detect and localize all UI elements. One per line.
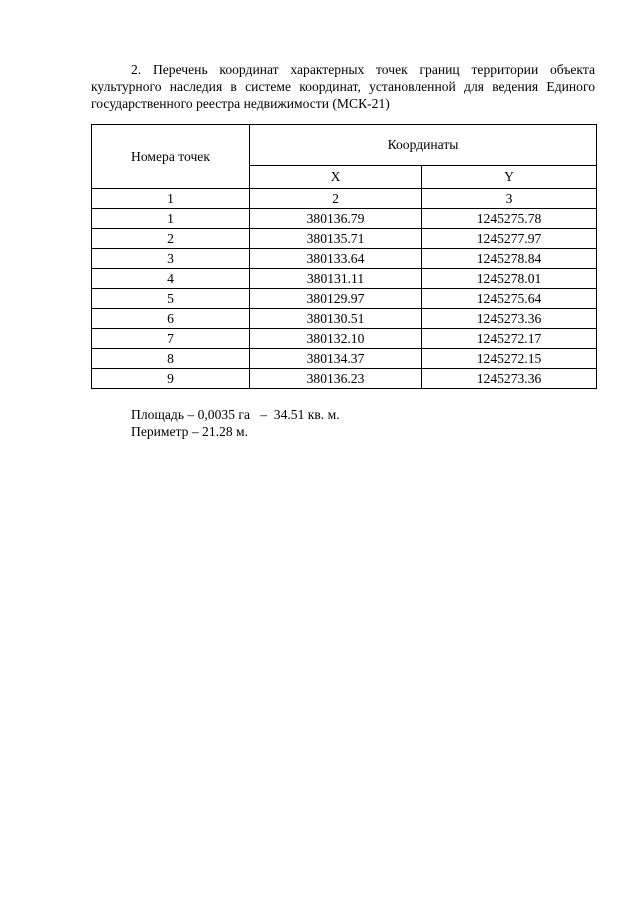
x-coordinate-cell: 380134.37 <box>250 349 422 369</box>
table-row <box>92 349 597 369</box>
column-number-cell: 3 <box>422 189 597 209</box>
y-coordinate-cell: 1245278.84 <box>422 249 597 269</box>
table-row <box>92 229 597 249</box>
y-coordinate-cell: 1245272.17 <box>422 329 597 349</box>
point-number-cell: 2 <box>92 229 250 249</box>
point-number-cell: 3 <box>92 249 250 269</box>
section-heading: 2. Перечень координат характерных точек границ территории объекта культурного наследия в системе координат, установленной для ведения Единого государственного реестра недвижимости (МСК-21) <box>91 62 595 111</box>
table-row <box>92 269 597 289</box>
y-coordinate-cell: 1245273.36 <box>422 309 597 329</box>
point-number-cell: 5 <box>92 289 250 309</box>
y-coordinate-cell: 1245272.15 <box>422 349 597 369</box>
x-coordinate-cell: 380129.97 <box>250 289 422 309</box>
y-coordinate-cell: 1245278.01 <box>422 269 597 289</box>
y-coordinate-cell: 1245273.36 <box>422 369 597 389</box>
point-number-cell: 8 <box>92 349 250 369</box>
y-coordinate-cell: 1245277.97 <box>422 229 597 249</box>
coordinates-table <box>91 124 597 389</box>
perimeter-text: Периметр – 21.28 м. <box>131 424 249 439</box>
header-y: Y <box>422 166 597 189</box>
point-number-cell: 4 <box>92 269 250 289</box>
column-number-cell: 1 <box>92 189 250 209</box>
x-coordinate-cell: 380136.23 <box>250 369 422 389</box>
table-row <box>92 289 597 309</box>
x-coordinate-cell: 380133.64 <box>250 249 422 269</box>
point-number-cell: 7 <box>92 329 250 349</box>
point-number-cell: 1 <box>92 209 250 229</box>
x-coordinate-cell: 380132.10 <box>250 329 422 349</box>
table-row <box>92 309 597 329</box>
table-row <box>92 249 597 269</box>
x-coordinate-cell: 380130.51 <box>250 309 422 329</box>
table-row <box>92 209 597 229</box>
y-coordinate-cell: 1245275.78 <box>422 209 597 229</box>
header-point-numbers: Номера точек <box>92 125 250 189</box>
point-number-cell: 9 <box>92 369 250 389</box>
table-row <box>92 369 597 389</box>
header-x: X <box>250 166 422 189</box>
table-row <box>92 329 597 349</box>
column-number-row <box>92 189 597 209</box>
x-coordinate-cell: 380131.11 <box>250 269 422 289</box>
table-header-row <box>92 125 597 166</box>
summary-block <box>131 406 340 440</box>
x-coordinate-cell: 380135.71 <box>250 229 422 249</box>
header-coordinates: Координаты <box>250 125 597 166</box>
area-text: Площадь – 0,0035 га – 34.51 кв. м. <box>131 407 340 422</box>
column-number-cell: 2 <box>250 189 422 209</box>
point-number-cell: 6 <box>92 309 250 329</box>
x-coordinate-cell: 380136.79 <box>250 209 422 229</box>
y-coordinate-cell: 1245275.64 <box>422 289 597 309</box>
